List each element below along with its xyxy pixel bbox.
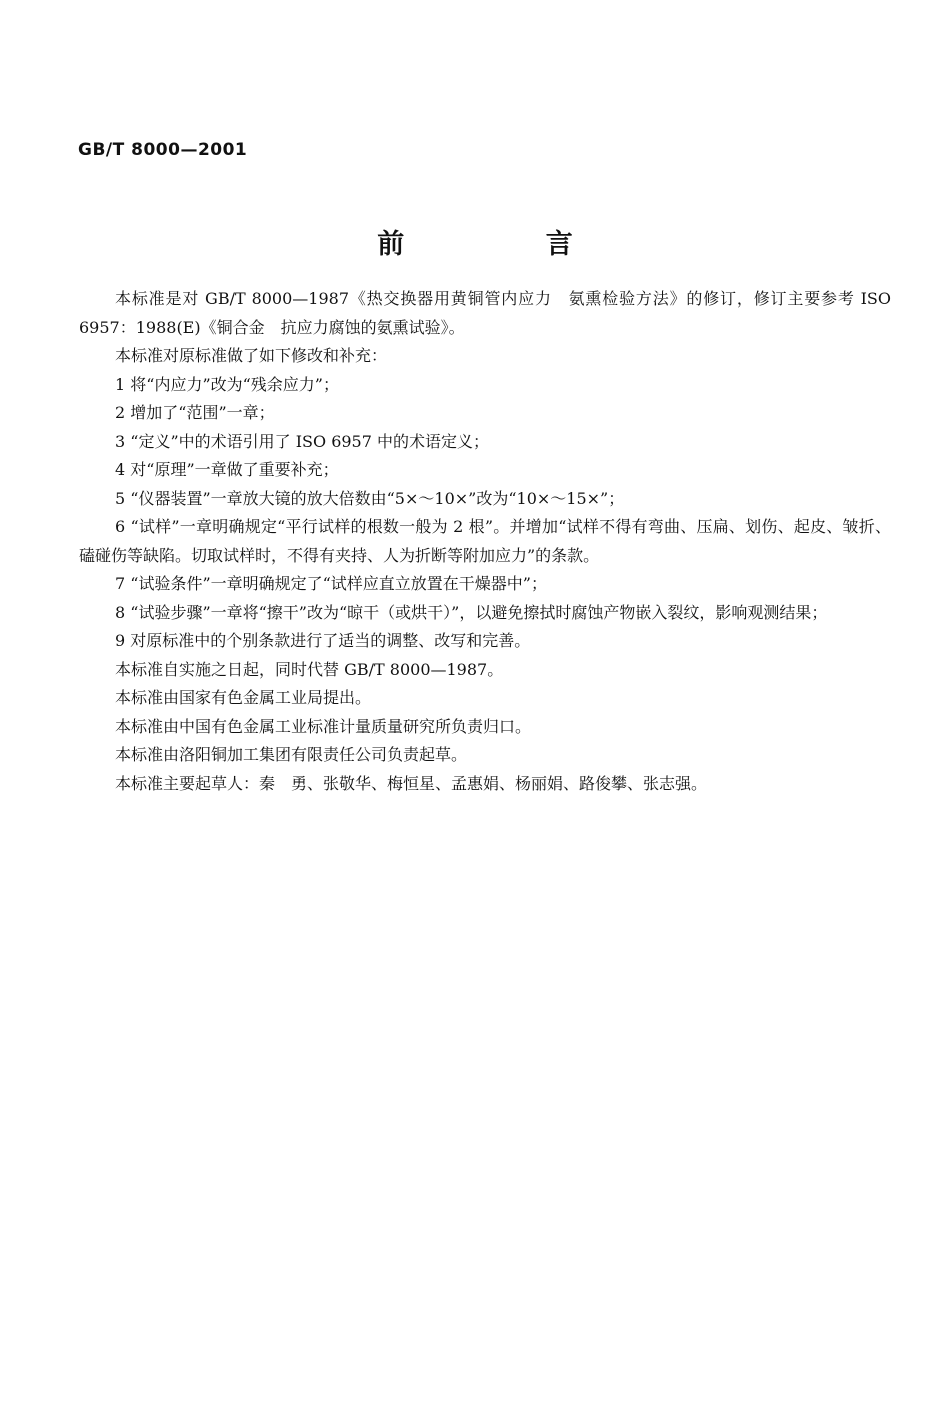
page-title: 前 言 (377, 229, 639, 260)
paragraph-changes-intro: 本标准对原标准做了如下修改和补充： (115, 346, 388, 365)
list-item-change-6: 6 “试样”一章明确规定“平行试样的根数一般为 2 根”。并增加“试样不得有弯曲、压扁、划伤、起皮、皱折、磕碰伤等缺陷。切取试样时，不得有夹持、人为折断等附加应力”的条款。 (79, 517, 891, 565)
list-item-change-2: 2 增加了“范围”一章； (115, 403, 275, 422)
foreword-body (79, 285, 891, 798)
list-item-change-9: 9 对原标准中的个别条款进行了适当的调整、改写和完善。 (115, 631, 531, 650)
list-item-change-4: 4 对“原理”一章做了重要补充； (115, 460, 339, 479)
paragraph-drafters: 本标准主要起草人：秦 勇、张敬华、梅恒星、孟惠娟、杨丽娟、路俊攀、张志强。 (115, 773, 708, 793)
list-item-change-7: 7 “试验条件”一章明确规定了“试样应直立放置在干燥器中”； (115, 574, 547, 593)
paragraph-replacement: 本标准自实施之日起，同时代替 GB/T 8000—1987。 (115, 659, 504, 679)
paragraph-proposer: 本标准由国家有色金属工业局提出。 (115, 688, 372, 707)
paragraph-revision-basis: 本标准是对 GB/T 8000—1987《热交换器用黄铜管内应力 氨熏检验方法》的修订，修订主要参考 ISO 6957：1988(E)《铜合金 抗应力腐蚀的氨熏试验》。 (79, 289, 891, 337)
paragraph-administrator: 本标准由中国有色金属工业标准计量质量研究所负责归口。 (115, 716, 532, 736)
paragraph-drafting-unit: 本标准由洛阳铜加工集团有限责任公司负责起草。 (115, 745, 468, 764)
list-item-change-1: 1 将“内应力”改为“残余应力”； (115, 374, 339, 394)
list-item-change-3: 3 “定义”中的术语引用了 ISO 6957 中的术语定义； (115, 431, 490, 451)
list-item-change-5: 5 “仪器装置”一章放大镜的放大倍数由“5×～10×”改为“10×～15×”； (115, 488, 625, 508)
list-item-change-8: 8 “试验步骤”一章将“擦干”改为“晾干（或烘干）”，以避免擦拭时腐蚀产物嵌入裂纹，影响观测结果； (115, 602, 828, 622)
standard-number: GB/T 8000—2001 (78, 140, 248, 160)
